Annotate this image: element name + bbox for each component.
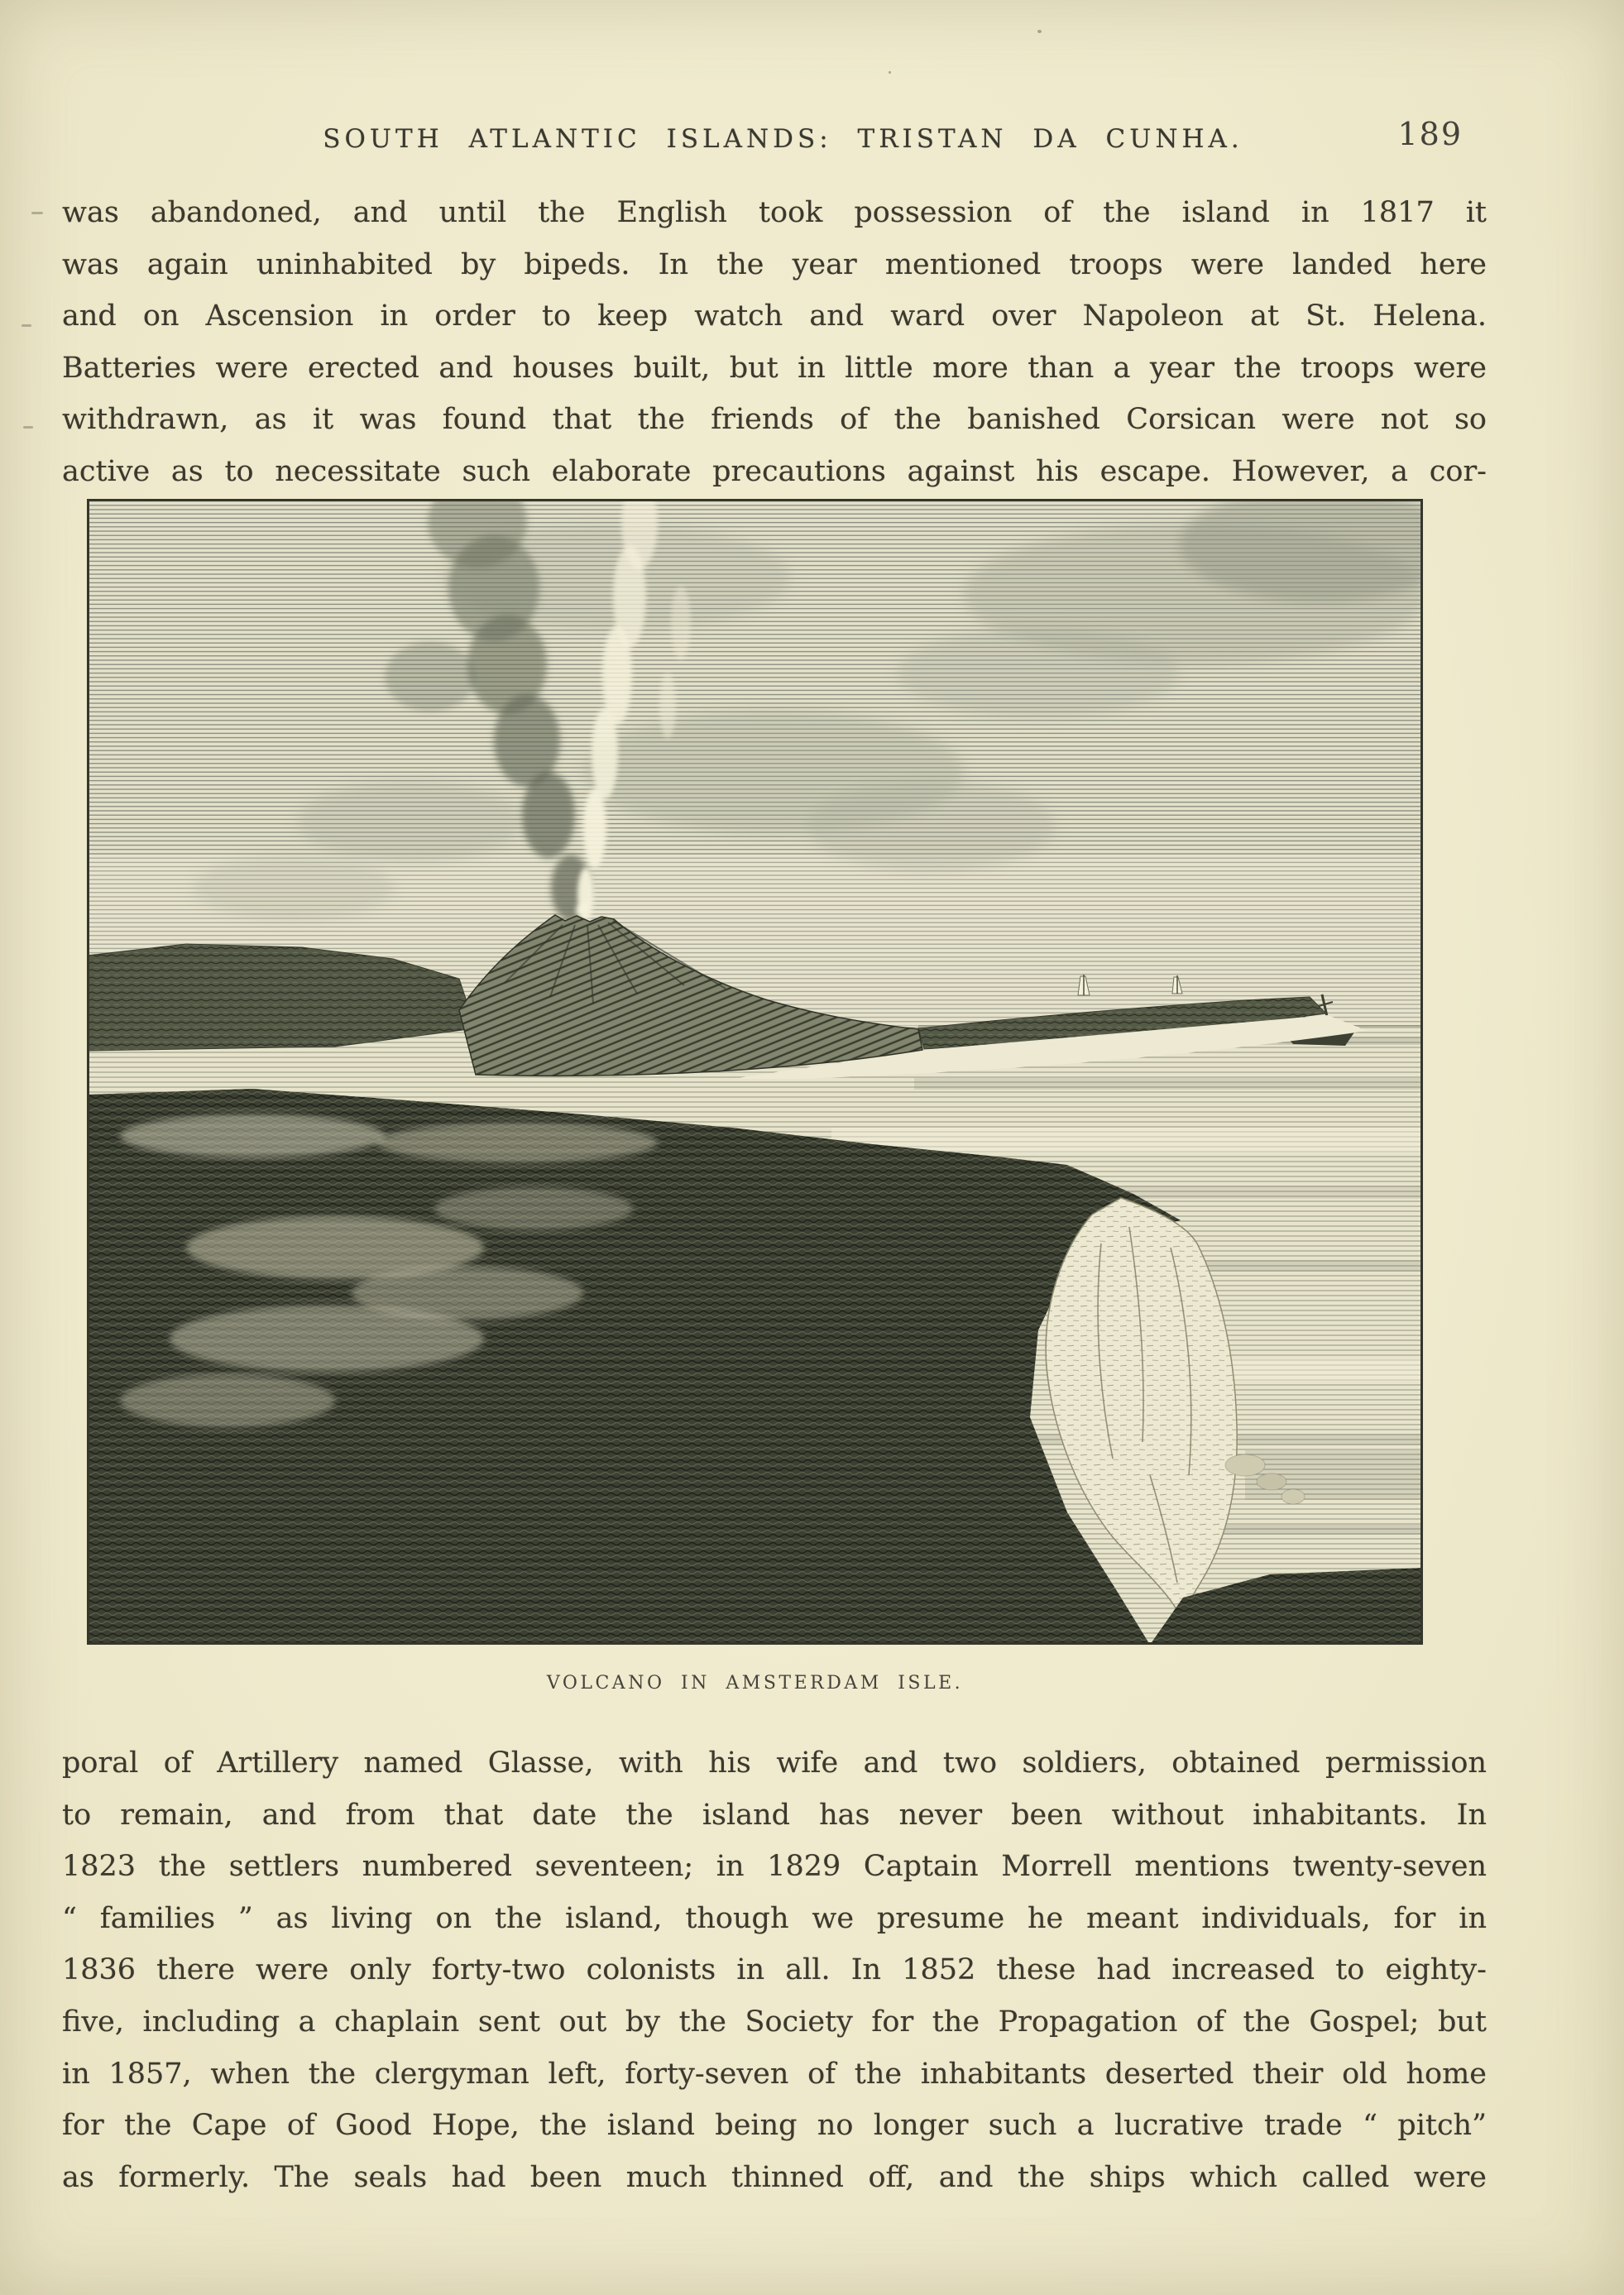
foreground-plateau xyxy=(87,1089,1181,1645)
text-line: 1823 the settlers numbered seventeen; in 1829 Captain Morrell mentions twenty-seven xyxy=(62,1850,1487,1884)
text-line: five, including a chaplain sent out by the Society for the Propagation of the Gospel; but xyxy=(62,2005,1487,2039)
engraving-canvas xyxy=(87,499,1423,1645)
scan-mark xyxy=(23,426,33,429)
running-header: SOUTH ATLANTIC ISLANDS: TRISTAN DA CUNHA. xyxy=(323,124,1243,154)
page-number: 189 xyxy=(1397,116,1463,152)
text-line: and on Ascension in order to keep watch and ward over Napoleon at St. Helena. xyxy=(62,299,1487,333)
scan-speck xyxy=(1037,30,1042,33)
text-line: Batteries were erected and houses built, but in little more than a year the troops were xyxy=(62,351,1487,385)
scan-mark xyxy=(31,212,43,214)
text-line: 1836 there were only forty-two colonists in all. In 1852 these had increased to eighty- xyxy=(62,1953,1487,1987)
text-line: withdrawn, as it was found that the friends of the banished Corsican were not so xyxy=(62,403,1487,437)
text-line: active as to necessitate such elaborate precautions against his escape. However, a cor- xyxy=(62,454,1487,488)
text-line: poral of Artillery named Glasse, with his wife and two soldiers, obtained permission xyxy=(62,1746,1487,1780)
scan-mark xyxy=(22,324,31,327)
text-line: to remain, and from that date the island has never been without inhabitants. In xyxy=(62,1798,1487,1832)
volcano-engraving xyxy=(87,499,1423,1645)
text-line: in 1857, when the clergyman left, forty-seven of the inhabitants deserted their old home xyxy=(62,2057,1487,2091)
text-line: for the Cape of Good Hope, the island being no longer such a lucrative trade “ pitch” xyxy=(62,2109,1487,2143)
paragraph-top xyxy=(62,187,1487,498)
text-line: was again uninhabited by bipeds. In the year mentioned troops were landed here xyxy=(62,247,1487,281)
text-line: was abandoned, and until the English took possession of the island in 1817 it xyxy=(62,196,1487,229)
scan-speck xyxy=(889,71,891,74)
paragraph-bottom xyxy=(62,1737,1487,2203)
text-line: “ families ” as living on the island, though we presume he meant individuals, for in xyxy=(62,1901,1487,1935)
illustration-caption: VOLCANO IN AMSTERDAM ISLE. xyxy=(546,1673,964,1694)
text-line: as formerly. The seals had been much thinned off, and the ships which called were xyxy=(62,2160,1487,2194)
